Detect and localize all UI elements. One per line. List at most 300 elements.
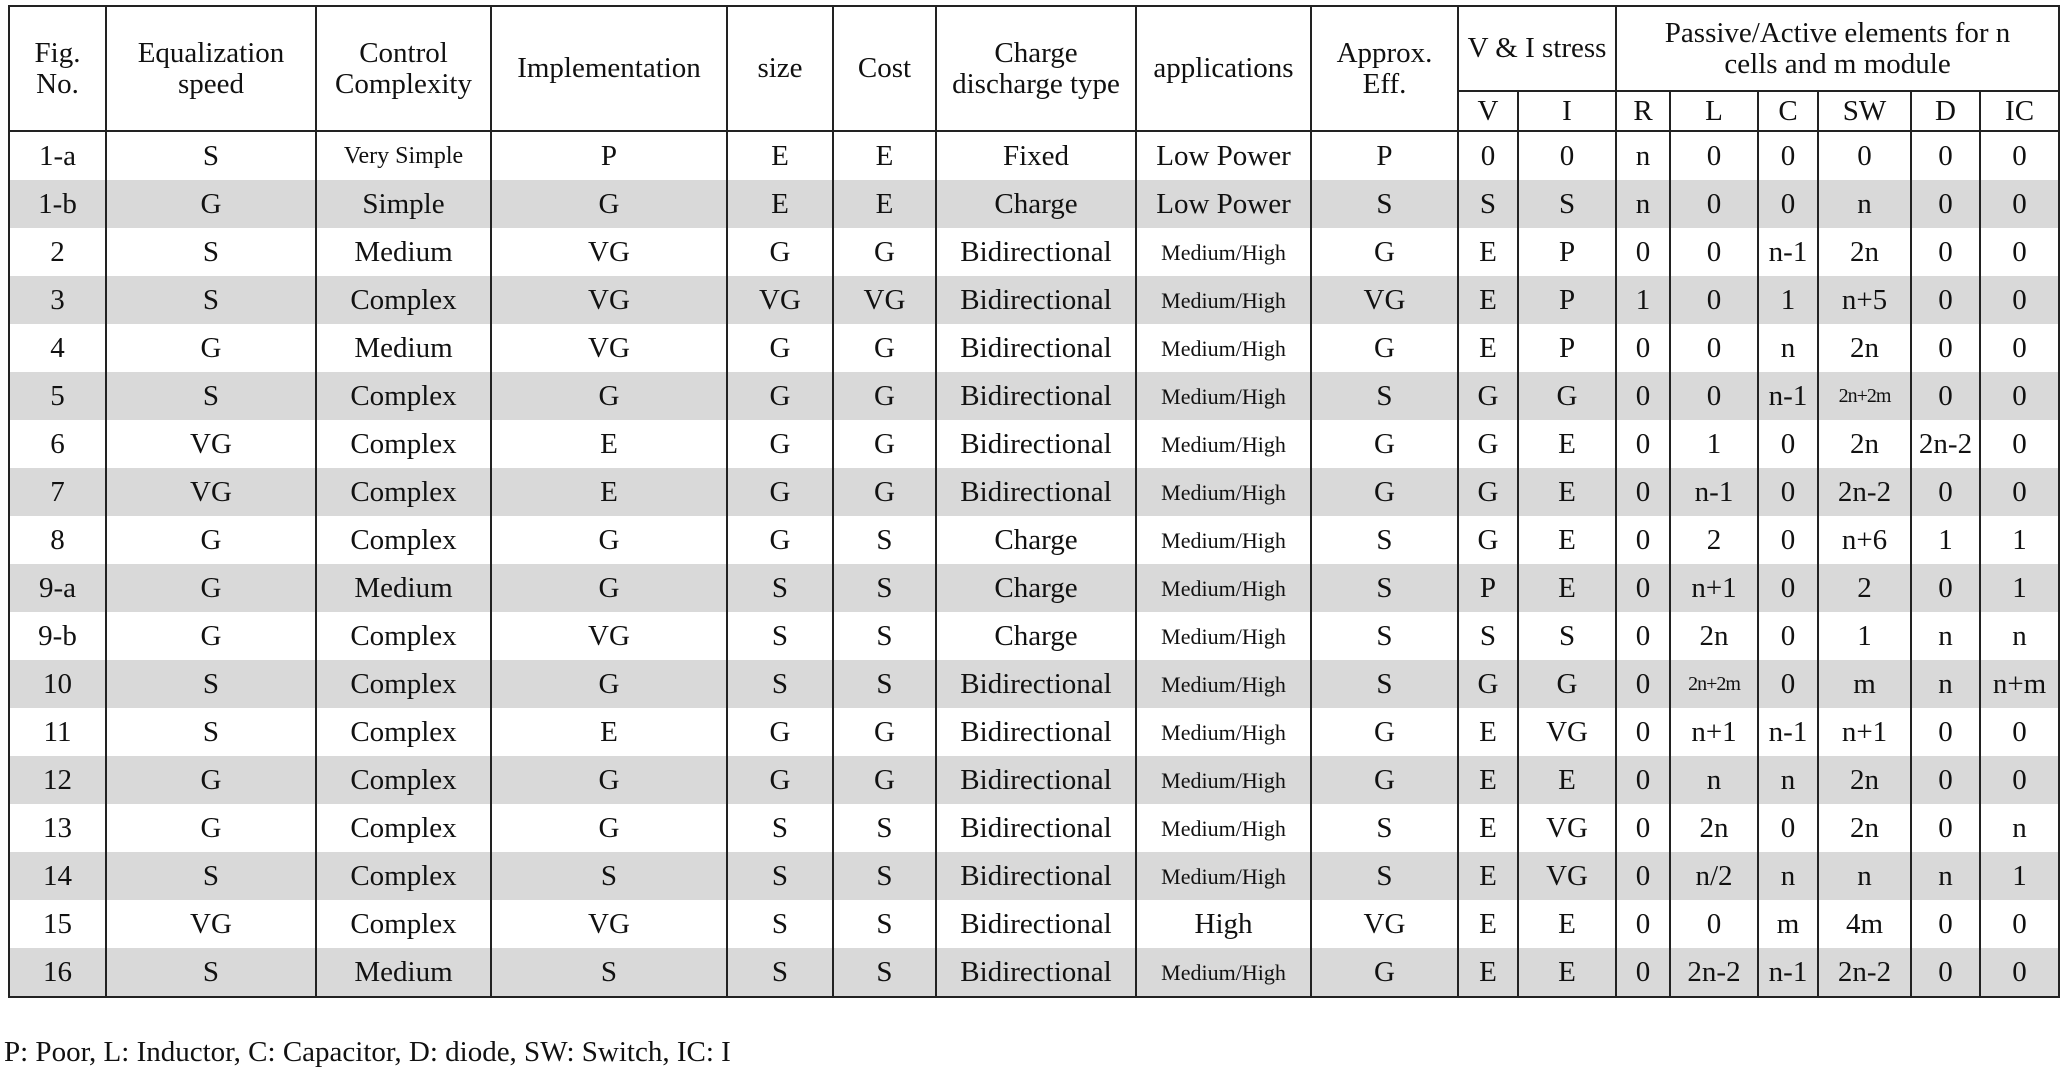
cell-sw: 1 [1818, 612, 1911, 660]
cell-i: G [1518, 660, 1616, 708]
cell-fig: 2 [9, 228, 106, 276]
cell-fig: 8 [9, 516, 106, 564]
cell-speed: S [106, 660, 316, 708]
cell-r: 0 [1616, 612, 1670, 660]
cell-i: E [1518, 564, 1616, 612]
cell-r: 0 [1616, 804, 1670, 852]
cell-l: 0 [1670, 180, 1758, 228]
cell-i: S [1518, 612, 1616, 660]
cell-control: Medium [316, 228, 491, 276]
cell-cost: G [833, 708, 936, 756]
subheader-r: R [1616, 91, 1670, 131]
cell-charge: Fixed [936, 131, 1136, 180]
cell-l: 0 [1670, 324, 1758, 372]
cell-sw: 2n [1818, 756, 1911, 804]
cell-sw: n+6 [1818, 516, 1911, 564]
cell-v: E [1458, 276, 1518, 324]
table-row [9, 708, 2059, 756]
cell-size: G [727, 372, 833, 420]
cell-speed: VG [106, 468, 316, 516]
cell-eff: G [1311, 708, 1458, 756]
cell-i: E [1518, 420, 1616, 468]
cell-cost: S [833, 516, 936, 564]
cell-c: 0 [1758, 420, 1818, 468]
cell-d: 0 [1911, 131, 1980, 180]
cell-speed: S [106, 372, 316, 420]
cell-control: Medium [316, 948, 491, 997]
subheader-v: V [1458, 91, 1518, 131]
cell-c: 0 [1758, 612, 1818, 660]
cell-impl: G [491, 180, 727, 228]
cell-c: m [1758, 900, 1818, 948]
header-elements: Passive/Active elements for n cells and m module [1616, 6, 2059, 91]
cell-cost: S [833, 660, 936, 708]
cell-r: n [1616, 131, 1670, 180]
cell-ic: 1 [1980, 516, 2059, 564]
cell-charge: Bidirectional [936, 948, 1136, 997]
cell-ic: n [1980, 804, 2059, 852]
cell-ic: 0 [1980, 900, 2059, 948]
cell-speed: VG [106, 900, 316, 948]
cell-impl: S [491, 852, 727, 900]
cell-sw: 2n-2 [1818, 948, 1911, 997]
cell-size: G [727, 756, 833, 804]
cell-v: 0 [1458, 131, 1518, 180]
cell-control: Complex [316, 420, 491, 468]
cell-c: 0 [1758, 468, 1818, 516]
cell-sw: 2n [1818, 324, 1911, 372]
cell-apps: Medium/High [1136, 660, 1311, 708]
cell-d: n [1911, 660, 1980, 708]
cell-charge: Charge [936, 564, 1136, 612]
cell-c: 0 [1758, 180, 1818, 228]
table-row [9, 948, 2059, 997]
cell-sw: 2n [1818, 228, 1911, 276]
cell-l: n-1 [1670, 468, 1758, 516]
cell-r: 0 [1616, 708, 1670, 756]
cell-v: E [1458, 948, 1518, 997]
cell-size: G [727, 420, 833, 468]
subheader-i: I [1518, 91, 1616, 131]
cell-control: Complex [316, 708, 491, 756]
cell-control: Medium [316, 324, 491, 372]
cell-impl: G [491, 804, 727, 852]
cell-v: G [1458, 372, 1518, 420]
cell-r: 0 [1616, 852, 1670, 900]
cell-v: E [1458, 804, 1518, 852]
cell-d: 0 [1911, 564, 1980, 612]
cell-i: E [1518, 948, 1616, 997]
cell-l: 2n+2m [1670, 660, 1758, 708]
cell-i: 0 [1518, 131, 1616, 180]
cell-cost: G [833, 756, 936, 804]
footnote: P: Poor, L: Inductor, C: Capacitor, D: diode, SW: Switch, IC: I [4, 1036, 731, 1068]
cell-sw: 2n-2 [1818, 468, 1911, 516]
cell-apps: Low Power [1136, 131, 1311, 180]
cell-size: S [727, 852, 833, 900]
cell-d: n [1911, 852, 1980, 900]
cell-d: 0 [1911, 276, 1980, 324]
cell-size: S [727, 612, 833, 660]
cell-cost: S [833, 852, 936, 900]
cell-eff: S [1311, 516, 1458, 564]
cell-l: 2 [1670, 516, 1758, 564]
cell-cost: G [833, 468, 936, 516]
cell-r: 0 [1616, 324, 1670, 372]
cell-sw: n [1818, 180, 1911, 228]
cell-fig: 1-a [9, 131, 106, 180]
cell-eff: G [1311, 948, 1458, 997]
cell-cost: E [833, 180, 936, 228]
cell-charge: Bidirectional [936, 228, 1136, 276]
cell-control: Complex [316, 804, 491, 852]
cell-d: n [1911, 612, 1980, 660]
cell-d: 2n-2 [1911, 420, 1980, 468]
cell-r: 0 [1616, 468, 1670, 516]
cell-c: 1 [1758, 276, 1818, 324]
header-applications: applications [1136, 6, 1311, 131]
cell-v: G [1458, 660, 1518, 708]
cell-apps: Medium/High [1136, 324, 1311, 372]
cell-i: VG [1518, 804, 1616, 852]
cell-speed: S [106, 276, 316, 324]
cell-cost: G [833, 372, 936, 420]
cell-apps: Medium/High [1136, 468, 1311, 516]
header-fig-no: Fig. No. [9, 6, 106, 131]
cell-impl: VG [491, 276, 727, 324]
cell-fig: 1-b [9, 180, 106, 228]
cell-d: 0 [1911, 804, 1980, 852]
cell-sw: m [1818, 660, 1911, 708]
cell-ic: 0 [1980, 756, 2059, 804]
cell-apps: Medium/High [1136, 420, 1311, 468]
cell-impl: G [491, 372, 727, 420]
cell-charge: Bidirectional [936, 708, 1136, 756]
cell-l: n+1 [1670, 708, 1758, 756]
cell-eff: G [1311, 420, 1458, 468]
cell-c: n-1 [1758, 708, 1818, 756]
cell-c: 0 [1758, 660, 1818, 708]
cell-r: 0 [1616, 564, 1670, 612]
cell-eff: G [1311, 468, 1458, 516]
cell-impl: P [491, 131, 727, 180]
table-row [9, 276, 2059, 324]
cell-d: 0 [1911, 900, 1980, 948]
table-row [9, 420, 2059, 468]
cell-c: n-1 [1758, 948, 1818, 997]
cell-sw: 2 [1818, 564, 1911, 612]
cell-d: 0 [1911, 756, 1980, 804]
cell-cost: S [833, 564, 936, 612]
cell-cost: S [833, 612, 936, 660]
cell-sw: n [1818, 852, 1911, 900]
table-row [9, 756, 2059, 804]
cell-control: Simple [316, 180, 491, 228]
table-row [9, 131, 2059, 180]
cell-impl: G [491, 756, 727, 804]
cell-ic: 0 [1980, 708, 2059, 756]
table-row [9, 900, 2059, 948]
header-approx-eff: Approx. Eff. [1311, 6, 1458, 131]
cell-ic: 0 [1980, 948, 2059, 997]
header-vi-stress: V & I stress [1458, 6, 1616, 91]
cell-fig: 10 [9, 660, 106, 708]
cell-charge: Bidirectional [936, 900, 1136, 948]
cell-control: Complex [316, 468, 491, 516]
cell-apps: Medium/High [1136, 228, 1311, 276]
cell-v: S [1458, 180, 1518, 228]
cell-charge: Charge [936, 180, 1136, 228]
cell-ic: 0 [1980, 228, 2059, 276]
cell-speed: VG [106, 420, 316, 468]
cell-charge: Bidirectional [936, 468, 1136, 516]
cell-ic: n+m [1980, 660, 2059, 708]
cell-speed: G [106, 756, 316, 804]
cell-v: S [1458, 612, 1518, 660]
cell-eff: P [1311, 131, 1458, 180]
cell-eff: S [1311, 180, 1458, 228]
cell-fig: 4 [9, 324, 106, 372]
cell-speed: S [106, 852, 316, 900]
cell-control: Complex [316, 612, 491, 660]
cell-c: 0 [1758, 804, 1818, 852]
cell-d: 0 [1911, 708, 1980, 756]
cell-v: G [1458, 468, 1518, 516]
header-equalization-speed: Equalization speed [106, 6, 316, 131]
cell-speed: S [106, 948, 316, 997]
subheader-l: L [1670, 91, 1758, 131]
cell-size: S [727, 804, 833, 852]
cell-i: E [1518, 516, 1616, 564]
cell-c: n [1758, 324, 1818, 372]
cell-size: S [727, 948, 833, 997]
cell-size: G [727, 468, 833, 516]
cell-r: 0 [1616, 660, 1670, 708]
cell-apps: Medium/High [1136, 948, 1311, 997]
cell-speed: S [106, 131, 316, 180]
cell-eff: VG [1311, 276, 1458, 324]
header-control-complexity: Control Complexity [316, 6, 491, 131]
cell-eff: S [1311, 612, 1458, 660]
cell-v: P [1458, 564, 1518, 612]
cell-v: E [1458, 756, 1518, 804]
header-size: size [727, 6, 833, 131]
cell-i: VG [1518, 852, 1616, 900]
cell-ic: 0 [1980, 131, 2059, 180]
cell-apps: Medium/High [1136, 756, 1311, 804]
cell-control: Complex [316, 276, 491, 324]
cell-cost: E [833, 131, 936, 180]
cell-i: VG [1518, 708, 1616, 756]
cell-impl: G [491, 516, 727, 564]
cell-size: S [727, 900, 833, 948]
cell-r: 0 [1616, 756, 1670, 804]
cell-eff: G [1311, 756, 1458, 804]
cell-speed: S [106, 708, 316, 756]
cell-l: 2n-2 [1670, 948, 1758, 997]
cell-eff: S [1311, 372, 1458, 420]
cell-impl: VG [491, 324, 727, 372]
table-row [9, 228, 2059, 276]
cell-speed: G [106, 180, 316, 228]
cell-apps: Medium/High [1136, 804, 1311, 852]
cell-ic: 0 [1980, 468, 2059, 516]
cell-control: Complex [316, 660, 491, 708]
cell-i: P [1518, 228, 1616, 276]
cell-l: 0 [1670, 372, 1758, 420]
cell-fig: 9-a [9, 564, 106, 612]
cell-l: n [1670, 756, 1758, 804]
cell-d: 0 [1911, 948, 1980, 997]
cell-control: Medium [316, 564, 491, 612]
cell-sw: 2n [1818, 804, 1911, 852]
cell-d: 1 [1911, 516, 1980, 564]
table-row [9, 180, 2059, 228]
cell-c: 0 [1758, 516, 1818, 564]
cell-v: E [1458, 852, 1518, 900]
cell-ic: 0 [1980, 324, 2059, 372]
cell-charge: Bidirectional [936, 276, 1136, 324]
cell-impl: VG [491, 228, 727, 276]
cell-cost: S [833, 804, 936, 852]
cell-speed: S [106, 228, 316, 276]
cell-eff: S [1311, 564, 1458, 612]
cell-speed: G [106, 516, 316, 564]
cell-size: S [727, 660, 833, 708]
cell-l: n+1 [1670, 564, 1758, 612]
cell-apps: Medium/High [1136, 612, 1311, 660]
cell-fig: 16 [9, 948, 106, 997]
cell-sw: 0 [1818, 131, 1911, 180]
table-row [9, 372, 2059, 420]
cell-l: 2n [1670, 804, 1758, 852]
cell-fig: 12 [9, 756, 106, 804]
cell-charge: Bidirectional [936, 804, 1136, 852]
cell-fig: 6 [9, 420, 106, 468]
cell-charge: Bidirectional [936, 852, 1136, 900]
subheader-c: C [1758, 91, 1818, 131]
cell-v: E [1458, 228, 1518, 276]
cell-charge: Bidirectional [936, 756, 1136, 804]
cell-r: 0 [1616, 420, 1670, 468]
cell-c: 0 [1758, 564, 1818, 612]
cell-v: E [1458, 708, 1518, 756]
cell-sw: n+1 [1818, 708, 1911, 756]
cell-cost: S [833, 948, 936, 997]
cell-apps: Medium/High [1136, 708, 1311, 756]
cell-d: 0 [1911, 372, 1980, 420]
cell-r: 0 [1616, 516, 1670, 564]
subheader-sw: SW [1818, 91, 1911, 131]
cell-charge: Bidirectional [936, 660, 1136, 708]
cell-i: G [1518, 372, 1616, 420]
cell-sw: 4m [1818, 900, 1911, 948]
cell-impl: VG [491, 900, 727, 948]
cell-size: G [727, 228, 833, 276]
cell-impl: E [491, 420, 727, 468]
subheader-d: D [1911, 91, 1980, 131]
cell-r: n [1616, 180, 1670, 228]
subheader-ic: IC [1980, 91, 2059, 131]
cell-v: G [1458, 516, 1518, 564]
cell-l: 2n [1670, 612, 1758, 660]
cell-speed: G [106, 324, 316, 372]
cell-eff: G [1311, 324, 1458, 372]
cell-c: n [1758, 756, 1818, 804]
cell-i: E [1518, 468, 1616, 516]
cell-c: n-1 [1758, 372, 1818, 420]
header-charge-discharge-type: Charge discharge type [936, 6, 1136, 131]
cell-r: 1 [1616, 276, 1670, 324]
cell-eff: VG [1311, 900, 1458, 948]
cell-ic: n [1980, 612, 2059, 660]
cell-r: 0 [1616, 372, 1670, 420]
cell-i: P [1518, 324, 1616, 372]
cell-apps: High [1136, 900, 1311, 948]
table-row [9, 516, 2059, 564]
comparison-table [8, 5, 2060, 998]
cell-v: G [1458, 420, 1518, 468]
table-row [9, 804, 2059, 852]
cell-control: Very Simple [316, 131, 491, 180]
cell-fig: 11 [9, 708, 106, 756]
cell-l: 0 [1670, 276, 1758, 324]
cell-l: 0 [1670, 131, 1758, 180]
cell-c: n-1 [1758, 228, 1818, 276]
cell-eff: S [1311, 660, 1458, 708]
cell-apps: Medium/High [1136, 852, 1311, 900]
cell-charge: Bidirectional [936, 324, 1136, 372]
cell-control: Complex [316, 900, 491, 948]
cell-charge: Charge [936, 516, 1136, 564]
cell-impl: S [491, 948, 727, 997]
cell-fig: 13 [9, 804, 106, 852]
cell-apps: Medium/High [1136, 372, 1311, 420]
cell-ic: 0 [1980, 180, 2059, 228]
cell-cost: VG [833, 276, 936, 324]
cell-speed: G [106, 804, 316, 852]
cell-ic: 1 [1980, 564, 2059, 612]
cell-ic: 0 [1980, 420, 2059, 468]
cell-speed: G [106, 612, 316, 660]
cell-r: 0 [1616, 900, 1670, 948]
cell-impl: E [491, 468, 727, 516]
cell-impl: VG [491, 612, 727, 660]
cell-i: E [1518, 900, 1616, 948]
cell-fig: 9-b [9, 612, 106, 660]
header-implementation: Implementation [491, 6, 727, 131]
cell-charge: Bidirectional [936, 372, 1136, 420]
cell-control: Complex [316, 852, 491, 900]
cell-size: G [727, 708, 833, 756]
cell-d: 0 [1911, 228, 1980, 276]
cell-apps: Low Power [1136, 180, 1311, 228]
cell-charge: Charge [936, 612, 1136, 660]
cell-apps: Medium/High [1136, 276, 1311, 324]
cell-size: E [727, 131, 833, 180]
table-row [9, 324, 2059, 372]
cell-ic: 0 [1980, 276, 2059, 324]
cell-size: G [727, 516, 833, 564]
cell-ic: 0 [1980, 372, 2059, 420]
cell-i: E [1518, 756, 1616, 804]
header-cost: Cost [833, 6, 936, 131]
cell-charge: Bidirectional [936, 420, 1136, 468]
table-row [9, 564, 2059, 612]
cell-c: 0 [1758, 131, 1818, 180]
table-row [9, 468, 2059, 516]
cell-control: Complex [316, 756, 491, 804]
